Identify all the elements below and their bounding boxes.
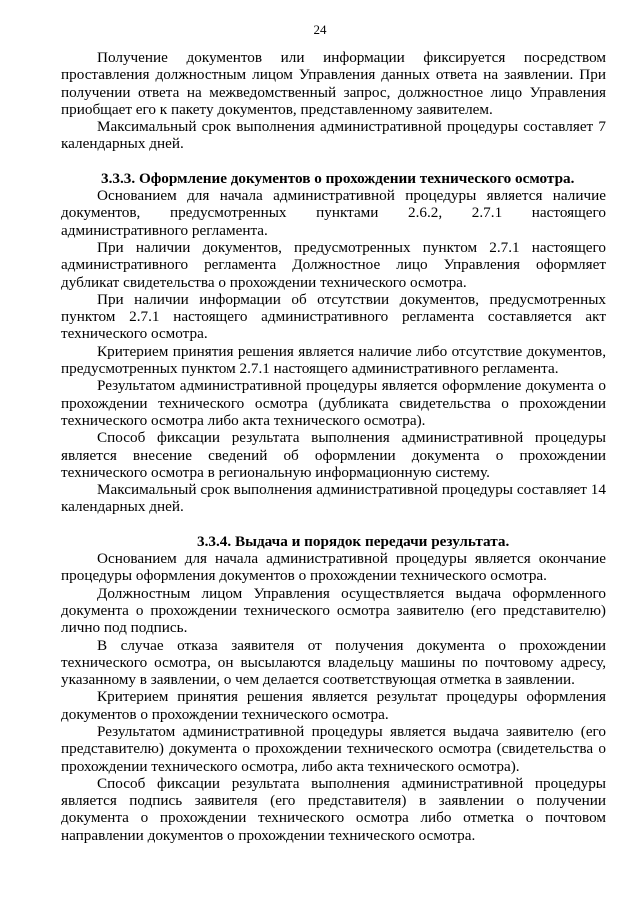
paragraph: Должностным лицом Управления осуществляется выдача оформленного документа о прохождении технического осмотра заявителю (его представителю) лично под подпись.	[61, 584, 606, 637]
paragraph: Основанием для начала административной процедуры является наличие документов, предусмотренных пунктами 2.6.2, 2.7.1 настоящего административного регламента.	[61, 187, 606, 239]
paragraph: Способ фиксации результата выполнения административной процедуры является внесение сведений об оформлении документа о прохождении технического осмотра в региональную информационную систему.	[61, 429, 606, 481]
paragraph: Основанием для начала административной процедуры является окончание процедуры оформления документов о прохождении технического осмотра.	[61, 550, 606, 585]
document-body	[61, 49, 606, 844]
paragraph: Критерием принятия решения является результат процедуры оформления документов о прохождении технического осмотра.	[61, 688, 606, 723]
paragraph: Результатом административной процедуры является оформление документа о прохождении технического осмотра (дубликата свидетельства о прохождении технического осмотра либо акта технического осмотра).	[61, 377, 606, 429]
section-heading-3-3-3: 3.3.3. Оформление документов о прохождении технического осмотра.	[101, 169, 575, 187]
section-heading-3-3-4: 3.3.4. Выдача и порядок передачи результата.	[197, 532, 510, 550]
paragraph: В случае отказа заявителя от получения документа о прохождении технического осмотра, он высылаются владельцу машины по почтовому адресу, указанному в заявлении, о чем делается соответствующая отметка в заявлении.	[61, 636, 606, 689]
paragraph: Способ фиксации результата выполнения административной процедуры является подпись заявителя (его представителя) в заявлении о получении документа о прохождении технического осмотра либо отметка о почтовом направлении документов о прохождении технического осмотра.	[61, 774, 606, 844]
paragraph: Критерием принятия решения является наличие либо отсутствие документов, предусмотренных пунктом 2.7.1 настоящего административного регламента.	[61, 342, 606, 378]
intro-block	[61, 49, 606, 153]
paragraph: При наличии документов, предусмотренных пунктом 2.7.1 настоящего административного регламента Должностное лицо Управления оформляет дубликат свидетельства о прохождении технического осмотра.	[61, 238, 606, 291]
paragraph: Максимальный срок выполнения административной процедуры составляет 14 календарных дней.	[61, 481, 606, 516]
paragraph: Результатом административной процедуры является выдача заявителю (его представителю) документа о прохождении технического осмотра (свидетельства о прохождении технического осмотра, либо акта технического осмотра).	[61, 722, 606, 775]
section-3-3-4-body	[61, 550, 606, 844]
paragraph: Максимальный срок выполнения административной процедуры составляет 7 календарных дней.	[61, 118, 606, 153]
paragraph: Получение документов или информации фиксируется посредством проставления должностным лицом Управления данных ответа на заявлении. При получении ответа на межведомственный запрос, должностное лицо Управления приобщает его к пакету документов, представленному заявителем.	[61, 49, 606, 118]
page-number: 24	[313, 22, 327, 37]
section-3-3-3-body	[61, 187, 606, 516]
paragraph: При наличии информации об отсутствии документов, предусмотренных пунктом 2.7.1 настоящего административного регламента составляется акт технического осмотра.	[61, 290, 606, 343]
